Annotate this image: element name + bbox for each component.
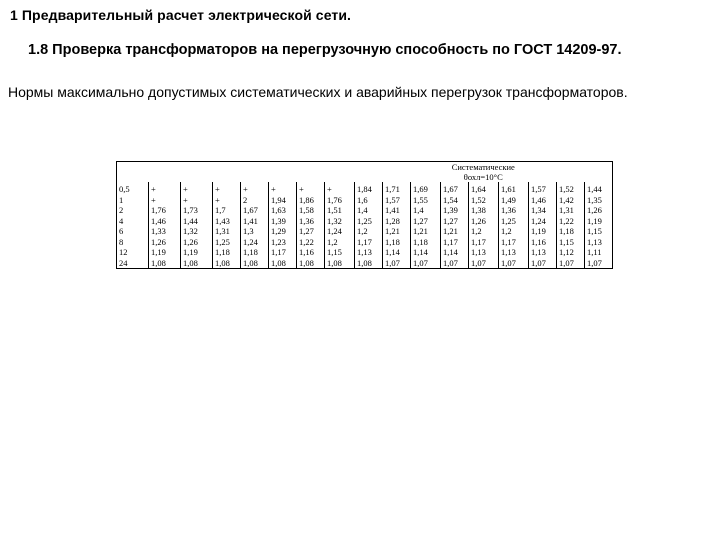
table-row — [117, 247, 613, 258]
coefficient-cell: 1,31 — [557, 205, 585, 216]
duration-cell: 12 — [117, 247, 149, 258]
coefficient-cell: 1,15 — [585, 226, 613, 237]
table-header-row — [117, 162, 613, 183]
coefficient-cell: 1,2 — [499, 226, 529, 237]
coefficient-cell: 1,67 — [441, 182, 469, 195]
coefficient-cell: 1,44 — [585, 182, 613, 195]
coefficient-cell: 1,32 — [181, 226, 213, 237]
coefficient-cell: 1,19 — [181, 247, 213, 258]
coefficient-cell: 1,64 — [469, 182, 499, 195]
coefficient-cell: 1,13 — [469, 247, 499, 258]
coefficient-cell: 1,26 — [181, 237, 213, 248]
coefficient-cell: 1,24 — [325, 226, 355, 237]
coefficient-cell: 1,94 — [269, 195, 297, 206]
coefficient-cell: 1,14 — [383, 247, 411, 258]
coefficient-cell: 1,08 — [213, 258, 241, 269]
coefficient-cell: 1,19 — [149, 247, 181, 258]
coefficient-cell: 1,67 — [241, 205, 269, 216]
table-row — [117, 216, 613, 227]
coefficient-cell: 1,07 — [469, 258, 499, 269]
coefficient-cell: 1,07 — [557, 258, 585, 269]
coefficient-cell: 1,43 — [213, 216, 241, 227]
coefficient-cell: + — [213, 182, 241, 195]
header-title-cell — [355, 162, 613, 183]
coefficient-cell: 1,17 — [441, 237, 469, 248]
coefficient-cell: + — [325, 182, 355, 195]
table-row — [117, 182, 613, 195]
coefficient-cell: 1,25 — [213, 237, 241, 248]
coefficient-cell: 1,16 — [529, 237, 557, 248]
coefficient-cell: 1,51 — [325, 205, 355, 216]
coefficient-cell: 1,41 — [383, 205, 411, 216]
coefficient-cell: 1,21 — [383, 226, 411, 237]
coefficient-cell: 1,76 — [149, 205, 181, 216]
coefficient-cell: 1,22 — [557, 216, 585, 227]
coefficient-cell: 1,07 — [499, 258, 529, 269]
coefficient-cell: 1,41 — [241, 216, 269, 227]
coefficient-cell: 1,08 — [269, 258, 297, 269]
coefficient-cell: 1,19 — [585, 216, 613, 227]
coefficient-cell: 1,18 — [213, 247, 241, 258]
coefficient-cell: 1,86 — [297, 195, 325, 206]
coefficient-cell: 1,58 — [297, 205, 325, 216]
table-row — [117, 226, 613, 237]
coefficient-cell: 1,42 — [557, 195, 585, 206]
coefficient-cell: + — [149, 195, 181, 206]
table-row — [117, 237, 613, 248]
coefficient-cell: 1,54 — [441, 195, 469, 206]
coefficient-cell: 1,21 — [411, 226, 441, 237]
coefficient-cell: 1,13 — [585, 237, 613, 248]
coefficient-cell: 1,29 — [269, 226, 297, 237]
duration-cell: 0,5 — [117, 182, 149, 195]
coefficient-cell: 1,33 — [149, 226, 181, 237]
coefficient-cell: 1,24 — [529, 216, 557, 227]
coefficient-cell: 1,2 — [469, 226, 499, 237]
coefficient-cell: 1,25 — [355, 216, 383, 227]
coefficient-cell: 1,4 — [411, 205, 441, 216]
coefficient-cell: 1,26 — [585, 205, 613, 216]
coefficient-cell: 1,08 — [241, 258, 269, 269]
coefficient-cell: 1,07 — [411, 258, 441, 269]
coefficient-cell: 1,27 — [411, 216, 441, 227]
table-row — [117, 205, 613, 216]
coefficient-cell: 1,26 — [469, 216, 499, 227]
duration-cell: 24 — [117, 258, 149, 269]
coefficient-cell: 1,34 — [529, 205, 557, 216]
coefficient-cell: 1,18 — [557, 226, 585, 237]
coefficient-cell: 1,27 — [297, 226, 325, 237]
coefficient-cell: 1,6 — [355, 195, 383, 206]
coefficient-cell: 1,17 — [469, 237, 499, 248]
coefficient-cell: 1,46 — [149, 216, 181, 227]
coefficient-cell: 1,71 — [383, 182, 411, 195]
coefficient-cell: 1,17 — [499, 237, 529, 248]
norms-paragraph: Нормы максимально допустимых систематических и аварийных перегрузок трансформаторов. — [8, 84, 628, 100]
coefficient-cell: 1,18 — [383, 237, 411, 248]
coefficient-cell: 1,2 — [325, 237, 355, 248]
coefficient-cell: 1,17 — [355, 237, 383, 248]
coefficient-cell: 1,69 — [411, 182, 441, 195]
coefficient-cell: 1,15 — [557, 237, 585, 248]
coefficient-cell: 1,12 — [557, 247, 585, 258]
duration-cell: 6 — [117, 226, 149, 237]
coefficient-cell: 1,18 — [241, 247, 269, 258]
coefficient-cell: 1,08 — [297, 258, 325, 269]
coefficient-cell: 1,73 — [181, 205, 213, 216]
coefficient-cell: 1,19 — [529, 226, 557, 237]
coefficient-cell: + — [181, 195, 213, 206]
coefficient-cell: + — [241, 182, 269, 195]
coefficient-cell: 1,57 — [529, 182, 557, 195]
coefficient-cell: 1,24 — [241, 237, 269, 248]
coefficient-cell: 1,39 — [441, 205, 469, 216]
coefficient-cell: 1,18 — [411, 237, 441, 248]
coefficient-cell: 1,2 — [355, 226, 383, 237]
subsection-heading: 1.8 Проверка трансформаторов на перегрузочную способность по ГОСТ 14209-97. — [28, 42, 622, 58]
header-blank-cell — [117, 162, 355, 183]
coefficient-cell: 1,3 — [241, 226, 269, 237]
coefficient-cell: 1,35 — [585, 195, 613, 206]
coefficient-cell: 1,31 — [213, 226, 241, 237]
coefficient-cell: 1,23 — [269, 237, 297, 248]
coefficient-cell: 1,49 — [499, 195, 529, 206]
coefficient-cell: 1,39 — [269, 216, 297, 227]
duration-cell: 2 — [117, 205, 149, 216]
coefficient-cell: + — [181, 182, 213, 195]
header-temperature: θохл=10°С — [463, 172, 503, 182]
coefficient-cell: 1,52 — [557, 182, 585, 195]
coefficient-cell: 1,4 — [355, 205, 383, 216]
coefficient-cell: 1,07 — [529, 258, 557, 269]
coefficient-cell: 1,27 — [441, 216, 469, 227]
coefficient-cell: 1,84 — [355, 182, 383, 195]
coefficient-cell: 1,52 — [469, 195, 499, 206]
coefficient-cell: + — [269, 182, 297, 195]
coefficient-cell: + — [213, 195, 241, 206]
coefficient-cell: 1,13 — [529, 247, 557, 258]
coefficient-cell: + — [297, 182, 325, 195]
coefficient-cell: 1,14 — [411, 247, 441, 258]
coefficient-cell: 1,07 — [441, 258, 469, 269]
coefficient-cell: 1,46 — [529, 195, 557, 206]
coefficient-cell: 1,38 — [469, 205, 499, 216]
coefficient-cell: 1,36 — [297, 216, 325, 227]
table-row — [117, 258, 613, 269]
coefficient-cell: 1,21 — [441, 226, 469, 237]
table-row — [117, 195, 613, 206]
duration-cell: 1 — [117, 195, 149, 206]
coefficient-cell: 1,44 — [181, 216, 213, 227]
coefficient-cell: 1,16 — [297, 247, 325, 258]
coefficient-cell: 2 — [241, 195, 269, 206]
coefficient-cell: 1,76 — [325, 195, 355, 206]
coefficient-cell: 1,08 — [355, 258, 383, 269]
coefficient-cell: 1,7 — [213, 205, 241, 216]
coefficient-cell: 1,08 — [149, 258, 181, 269]
section-heading: 1 Предварительный расчет электрической сети. — [10, 7, 352, 23]
coefficient-cell: 1,14 — [441, 247, 469, 258]
coefficient-cell: 1,28 — [383, 216, 411, 227]
duration-cell: 4 — [117, 216, 149, 227]
coefficient-cell: 1,25 — [499, 216, 529, 227]
coefficient-cell: 1,15 — [325, 247, 355, 258]
coefficient-cell: 1,08 — [325, 258, 355, 269]
coefficient-cell: 1,32 — [325, 216, 355, 227]
coefficient-cell: 1,11 — [585, 247, 613, 258]
header-title: Систематические — [451, 162, 515, 172]
coefficient-cell: 1,36 — [499, 205, 529, 216]
coefficient-cell: 1,55 — [411, 195, 441, 206]
coefficient-cell: 1,07 — [383, 258, 411, 269]
coefficient-cell: 1,22 — [297, 237, 325, 248]
coefficient-cell: 1,13 — [499, 247, 529, 258]
coefficient-cell: 1,08 — [181, 258, 213, 269]
coefficient-cell: + — [149, 182, 181, 195]
coefficient-cell: 1,26 — [149, 237, 181, 248]
coefficient-cell: 1,61 — [499, 182, 529, 195]
duration-cell: 8 — [117, 237, 149, 248]
coefficient-cell: 1,13 — [355, 247, 383, 258]
overload-table — [116, 161, 613, 269]
coefficient-cell: 1,63 — [269, 205, 297, 216]
coefficient-cell: 1,57 — [383, 195, 411, 206]
coefficient-cell: 1,17 — [269, 247, 297, 258]
coefficient-cell: 1,07 — [585, 258, 613, 269]
